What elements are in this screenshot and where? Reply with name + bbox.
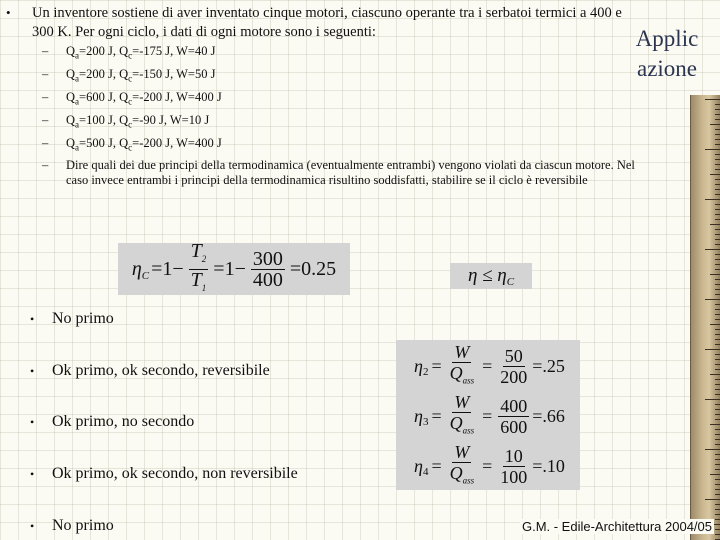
ruler-tick [710, 174, 720, 175]
ruler-tick [715, 304, 720, 305]
ruler-tick [715, 444, 720, 445]
ruler-tick [715, 219, 720, 220]
ruler-tick [715, 209, 720, 210]
ruler-tick [715, 214, 720, 215]
ruler-tick [715, 279, 720, 280]
ruler-tick [715, 454, 720, 455]
ruler-tick [705, 199, 720, 200]
ruler-tick [715, 329, 720, 330]
ruler-tick [715, 229, 720, 230]
engine-item: – $Q_a=200$ J, $Q_c=-150$ J, W=50 J [42, 66, 216, 84]
ruler-tick [715, 484, 720, 485]
ruler-tick [705, 499, 720, 500]
ruler-tick [715, 429, 720, 430]
engine-item: – $Q_a=600$ J, $Q_c=-200$ J, W=400 J [42, 89, 222, 107]
ruler-tick [715, 129, 720, 130]
ruler-tick [715, 364, 720, 365]
ruler-tick [715, 434, 720, 435]
ruler-tick [715, 179, 720, 180]
ruler-tick [715, 394, 720, 395]
engine-item: – $Q_a=500$ J, $Q_c=-200$ J, W=400 J [42, 135, 222, 153]
ruler-tick [715, 159, 720, 160]
ruler-tick [715, 139, 720, 140]
answer-5: • No primo [30, 517, 114, 534]
answer-2: • Ok primo, ok secondo, reversibile [30, 362, 270, 379]
ruler-tick [715, 509, 720, 510]
ruler-tick [715, 309, 720, 310]
ruler-tick [710, 274, 720, 275]
ruler-tick [715, 169, 720, 170]
slide-title-line-1: Applic [635, 26, 699, 51]
ruler-tick [715, 134, 720, 135]
ruler-tick [715, 244, 720, 245]
efficiency-formula-4: η $_4$ = $\frac{W}{Q_{ass}}$ = $\frac{10}{100}$ = .10 [414, 442, 565, 487]
ruler-tick [710, 424, 720, 425]
answer-4: • Ok primo, ok secondo, non reversibile [30, 465, 298, 482]
ruler-tick [715, 289, 720, 290]
ruler-tick [715, 419, 720, 420]
slide-title-line-2: azione [636, 56, 697, 81]
ruler-tick [715, 514, 720, 515]
ruler-tick [715, 389, 720, 390]
ruler-tick [715, 284, 720, 285]
ruler-tick [710, 124, 720, 125]
ruler-tick [715, 239, 720, 240]
ruler-tick [715, 359, 720, 360]
ruler-tick [715, 344, 720, 345]
intro-bullet: • [6, 5, 11, 20]
engine-efficiency-formulas [396, 340, 580, 490]
ruler-tick [715, 259, 720, 260]
ruler-tick [715, 494, 720, 495]
carnot-efficiency-formula: η $_C$ =1− $\frac{T_2}{T_1}$ =1− $\frac{300}{400}$ = 0.25 [118, 243, 350, 295]
ruler-tick [715, 469, 720, 470]
engine-data-list [42, 42, 642, 189]
efficiency-condition: η ≤ η $_C$ [450, 263, 532, 289]
ruler-tick [715, 529, 720, 530]
ruler-tick [715, 459, 720, 460]
ruler-tick [715, 319, 720, 320]
ruler-tick [715, 504, 720, 505]
ruler-tick [715, 339, 720, 340]
ruler-tick [710, 374, 720, 375]
ruler-tick [715, 254, 720, 255]
ruler-tick [715, 204, 720, 205]
answer-3: • Ok primo, no secondo [30, 413, 195, 430]
ruler-tick [715, 479, 720, 480]
ruler-tick [715, 194, 720, 195]
ruler-tick [715, 519, 720, 520]
ruler-tick [705, 399, 720, 400]
ruler-tick [715, 154, 720, 155]
ruler-tick [715, 489, 720, 490]
ruler-tick [705, 299, 720, 300]
efficiency-formula-2: η $_2$ = $\frac{W}{Q_{ass}}$ = $\frac{50}{200}$ = .25 [414, 342, 565, 387]
ruler-tick [710, 474, 720, 475]
ruler-tick [715, 294, 720, 295]
ruler-tick [715, 264, 720, 265]
ruler-tick [715, 464, 720, 465]
ruler-tick [715, 414, 720, 415]
ruler-tick [715, 119, 720, 120]
ruler-tick [715, 109, 720, 110]
ruler-tick [715, 104, 720, 105]
ruler-tick [715, 314, 720, 315]
ruler-tick [715, 409, 720, 410]
ruler-tick [715, 384, 720, 385]
ruler-tick [715, 144, 720, 145]
answer-1: • No primo [30, 310, 114, 327]
engine-item: – $Q_a=200$ J, $Q_c=-175$ J, W=40 J [42, 44, 216, 61]
ruler-tick [715, 114, 720, 115]
ruler-tick [715, 379, 720, 380]
ruler-tick [715, 369, 720, 370]
ruler-tick [715, 189, 720, 190]
ruler-tick [715, 439, 720, 440]
ruler-tick [715, 164, 720, 165]
ruler-tick [705, 449, 720, 450]
ruler-tick [715, 184, 720, 185]
problem-statement: Un inventore sostiene di aver inventato cinque motori, ciascuno operante tra i serbatoi termici a 400 e 300 K. Per ogni ciclo, i dati di ogni motore sono i seguenti: [32, 5, 622, 40]
ruler-tick [710, 324, 720, 325]
ruler-image [690, 95, 720, 540]
ruler-tick [710, 224, 720, 225]
engine-item: – $Q_a=100$ J, $Q_c=-90$ J, W=10 J [42, 112, 210, 130]
ruler-tick [715, 354, 720, 355]
efficiency-formula-3: η $_3$ = $\frac{W}{Q_{ass}}$ = $\frac{400}{600}$ = .66 [414, 392, 565, 437]
ruler-tick [715, 334, 720, 335]
ruler-tick [715, 234, 720, 235]
ruler-tick [705, 249, 720, 250]
ruler-tick [705, 149, 720, 150]
question-item: – Dire quali dei due principi della termodinamica (eventualmente entrambi) vengono violati da ciascun motore. Nel caso invece entrambi i principi della termodinamica risultino soddisfatti, stabilire se il ciclo è reversibile [42, 157, 635, 188]
ruler-tick [705, 349, 720, 350]
ruler-tick [705, 99, 720, 100]
ruler-tick [715, 404, 720, 405]
ruler-tick [715, 534, 720, 535]
ruler-tick [715, 269, 720, 270]
footer-credit: G.M. - Edile-Architettura 2004/05 [521, 519, 712, 534]
